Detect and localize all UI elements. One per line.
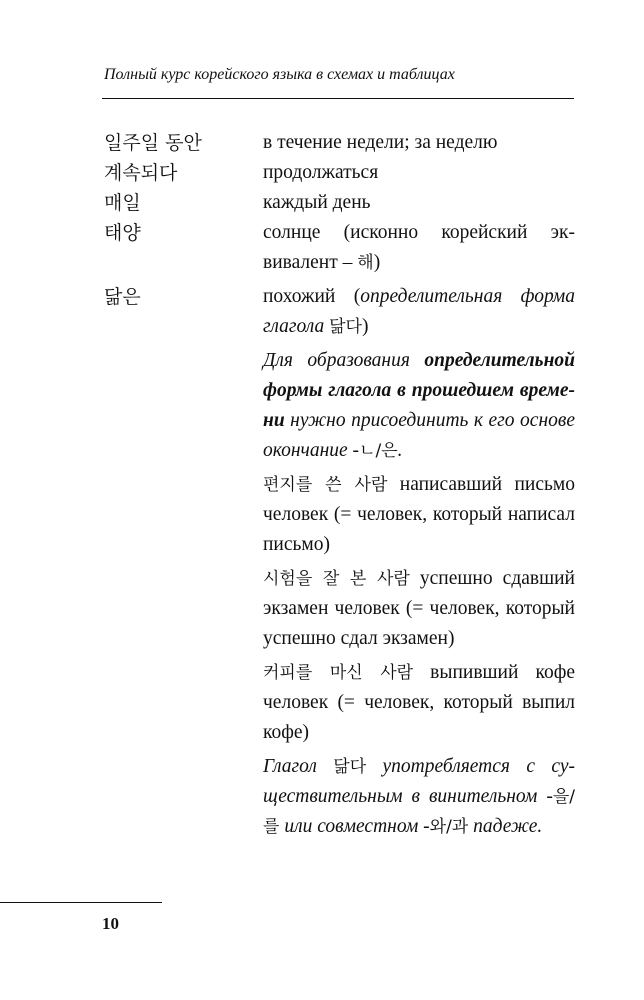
example-2 xyxy=(263,564,575,654)
running-header: Полный курс корейского языка в схемах и таблицах xyxy=(104,66,455,83)
example-1 xyxy=(263,470,575,560)
gloss-text: ) xyxy=(373,252,381,273)
page-number: 10 xyxy=(102,914,119,933)
text: падеже. xyxy=(468,816,543,837)
gloss-text: солнце (исконно корейский эквивалент – xyxy=(263,222,575,273)
term: 매일 xyxy=(104,192,141,214)
text: или совместном - xyxy=(279,816,430,837)
korean-example: 시험을 잘 본 사람 xyxy=(263,569,410,589)
term: 태양 xyxy=(104,222,141,244)
text-italic: определительная форма глагола xyxy=(263,286,575,337)
example-translation: написавший письмо человек (= человек, который написал письмо) xyxy=(263,474,576,555)
text: Для образования xyxy=(263,350,425,371)
text: . xyxy=(397,440,403,461)
footer-rule xyxy=(0,902,162,903)
korean-word: 닮다 xyxy=(329,317,362,337)
example-translation: успешно сдавший экзамен человек (= человек, который успешно сдал экзамен) xyxy=(263,568,575,649)
header-rule xyxy=(102,98,574,99)
text: нужно присоединить к его основе окончание - xyxy=(263,410,575,461)
usage-note xyxy=(263,752,575,842)
gloss xyxy=(263,218,575,278)
term: 일주일 동안 xyxy=(104,132,202,154)
gloss-definition xyxy=(263,282,575,342)
grammar-note xyxy=(263,346,575,466)
text: похожий ( xyxy=(263,286,361,307)
term: 계속되다 xyxy=(104,162,178,184)
example-translation: выпивший кофе человек (= человек, который выпил кофе) xyxy=(263,662,575,743)
korean-example: 편지를 쓴 사람 xyxy=(263,475,388,495)
korean-word: 해 xyxy=(357,253,374,273)
korean-particle: 을/를 xyxy=(263,787,575,837)
text-bold: определительной формы глагола в прошедшем времени xyxy=(263,350,575,431)
korean-example: 커피를 마신 사람 xyxy=(263,663,414,683)
example-3 xyxy=(263,658,575,748)
korean-word: 닮다 xyxy=(333,757,367,777)
text: употребляется с существительным в винительном - xyxy=(263,756,576,807)
term: 닮은 xyxy=(104,286,141,308)
korean-ending: ㄴ/은 xyxy=(359,441,398,461)
gloss: в течение недели; за неделю xyxy=(263,132,498,153)
gloss: каждый день xyxy=(263,192,371,213)
text: Глагол xyxy=(263,756,334,777)
gloss: продолжаться xyxy=(263,162,379,183)
text: ) xyxy=(361,316,369,337)
gloss-block xyxy=(263,282,575,846)
korean-particle: 와/과 xyxy=(429,817,469,837)
